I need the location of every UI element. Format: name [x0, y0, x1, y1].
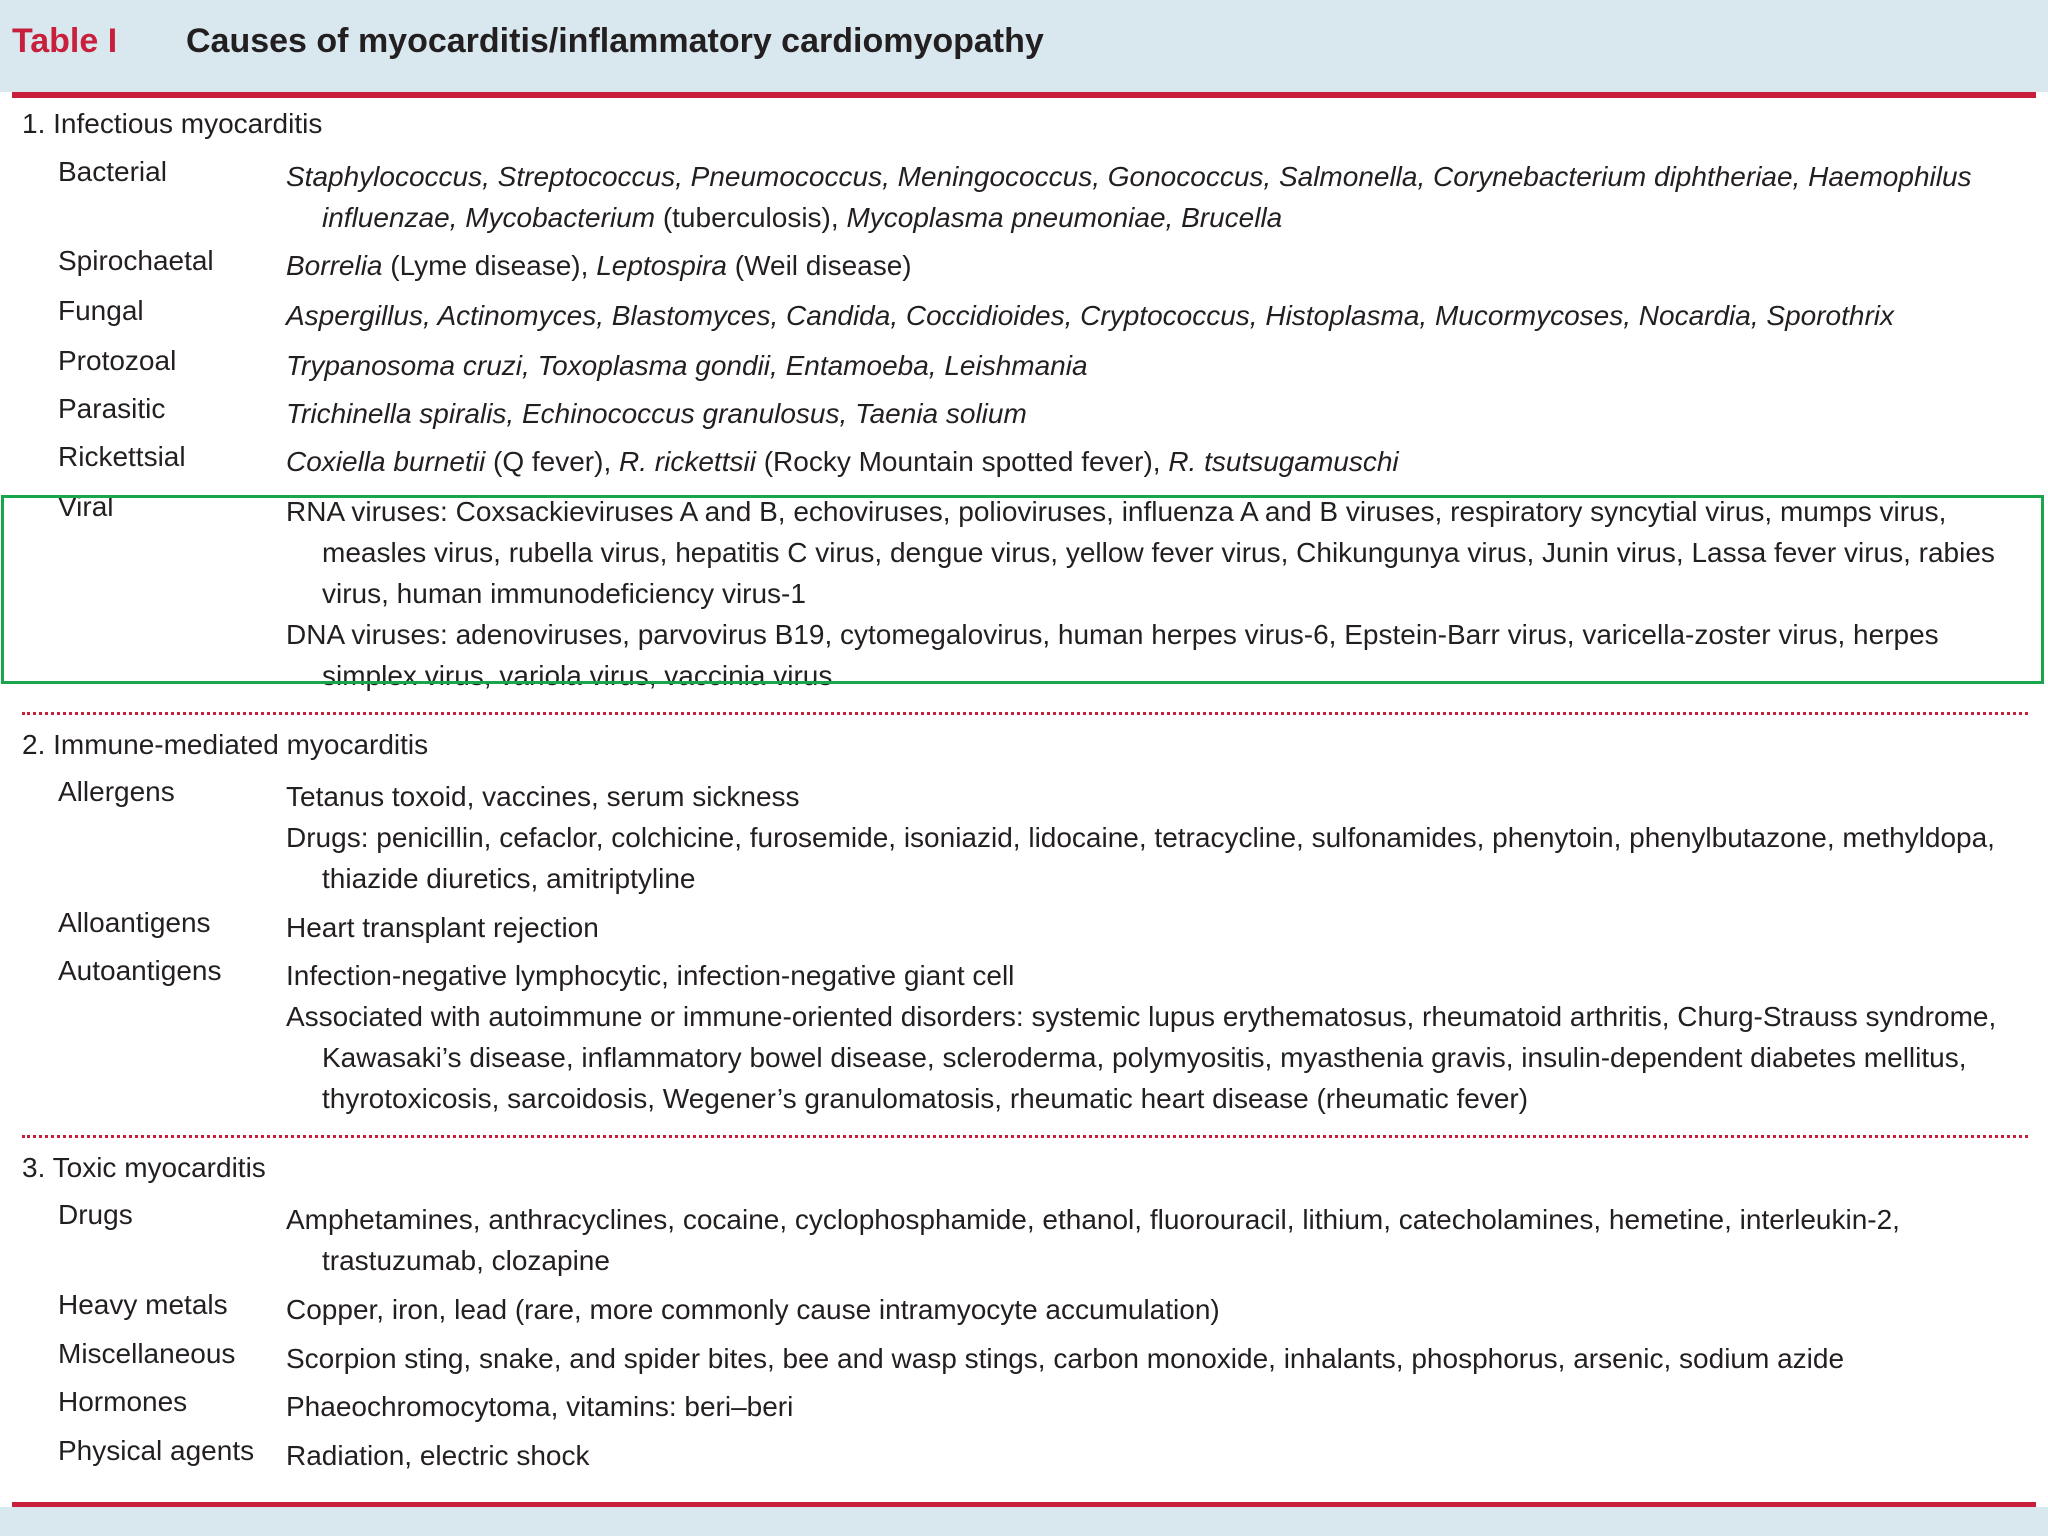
desc-segment: (Q fever),	[485, 446, 620, 477]
section-title-immune: 2. Immune-mediated myocarditis	[22, 729, 429, 760]
row-category: Spirochaetal	[58, 245, 214, 276]
desc-line: Infection-negative lymphocytic, infection-negative giant cell	[286, 960, 1015, 991]
desc-segment: (tuberculosis),	[655, 202, 847, 233]
desc-line: Amphetamines, anthracyclines, cocaine, cyclophosphamide, ethanol, fluorouracil, lithium, catecholamines, hemetine, interleukin-2, trastuzumab, clozapine	[286, 1204, 1900, 1276]
section-title-toxic: 3. Toxic myocarditis	[22, 1152, 266, 1183]
desc-segment: Trichinella spiralis, Echinococcus granulosus, Taenia solium	[286, 398, 1027, 429]
desc-line: Radiation, electric shock	[286, 1440, 590, 1471]
row-description	[286, 295, 2031, 336]
desc-segment: Coxiella burnetii	[286, 446, 486, 477]
section-title-infectious: 1. Infectious myocarditis	[22, 108, 323, 139]
desc-segment: Leptospira	[596, 250, 727, 281]
section-divider	[22, 712, 2028, 715]
footer-band	[0, 1507, 2048, 1536]
row-category: Drugs	[58, 1199, 133, 1230]
desc-segment: Staphylococcus, Streptococcus, Pneumococcus, Meningococcus, Gonococcus, Salmonella, Corynebacterium diphtheriae, Haemophilus influenzae, Mycobacterium	[286, 161, 1972, 233]
viral-highlight-box	[1, 495, 2044, 684]
row-category: Alloantigens	[58, 907, 211, 938]
row-category: Bacterial	[58, 156, 167, 187]
rna-viruses-line: RNA viruses: Coxsackieviruses A and B, echoviruses, polioviruses, influenza A and B viruses, respiratory syncytial virus, mumps virus, measles virus, rubella virus, hepatitis C virus, dengue virus, yellow fever virus, Chikungunya virus, Junin virus, Lassa fever virus, rabies virus, human immunodeficiency virus-1	[286, 496, 1995, 609]
row-category: Viral	[58, 491, 114, 522]
row-description	[286, 1199, 2031, 1281]
desc-line: Drugs: penicillin, cefaclor, colchicine, furosemide, isoniazid, lidocaine, tetracycline, sulfonamides, phenytoin, phenylbutazone, methyldopa, thiazide diuretics, amitriptyline	[286, 822, 1995, 894]
desc-segment: Mycoplasma pneumoniae, Brucella	[846, 202, 1283, 233]
table-caption: Causes of myocarditis/inflammatory cardiomyopathy	[186, 22, 1044, 60]
row-category: Allergens	[58, 776, 175, 807]
row-description	[286, 955, 2031, 1119]
desc-line: Phaeochromocytoma, vitamins: beri–beri	[286, 1391, 794, 1422]
desc-line: Copper, iron, lead (rare, more commonly cause intramyocyte accumulation)	[286, 1294, 1220, 1325]
row-description	[286, 1289, 2031, 1330]
desc-segment: R. rickettsii	[619, 446, 756, 477]
section-divider	[22, 1135, 2028, 1138]
desc-line: Tetanus toxoid, vaccines, serum sickness	[286, 781, 800, 812]
row-category: Physical agents	[58, 1435, 255, 1466]
row-category: Autoantigens	[58, 955, 222, 986]
row-category: Heavy metals	[58, 1289, 228, 1320]
row-category: Protozoal	[58, 345, 177, 376]
row-category: Miscellaneous	[58, 1338, 236, 1369]
desc-line: Associated with autoimmune or immune-oriented disorders: systemic lupus erythematosus, rheumatoid arthritis, Churg-Strauss syndrome, Kawasaki’s disease, inflammatory bowel disease, scleroderma, polymyositis, myasthenia gravis, insulin-dependent diabetes mellitus, thyrotoxicosis, sarcoidosis, Wegener’s granulomatosis, rheumatic heart disease (rheumatic fever)	[286, 1001, 1997, 1114]
row-description	[286, 245, 2031, 286]
row-category: Parasitic	[58, 393, 166, 424]
row-description	[286, 776, 2031, 899]
row-category: Hormones	[58, 1386, 188, 1417]
row-description	[286, 1386, 2031, 1427]
table-label: Table I	[12, 22, 118, 60]
row-category: Rickettsial	[58, 441, 186, 472]
desc-line: Heart transplant rejection	[286, 912, 599, 943]
desc-segment: R. tsutsugamuschi	[1168, 446, 1399, 477]
desc-line: Scorpion sting, snake, and spider bites, bee and wasp stings, carbon monoxide, inhalants, phosphorus, arsenic, sodium azide	[286, 1343, 1845, 1374]
desc-segment: Borrelia	[286, 250, 383, 281]
row-category: Fungal	[58, 295, 144, 326]
desc-segment: (Lyme disease),	[382, 250, 597, 281]
row-description	[286, 345, 2031, 386]
row-description	[286, 441, 2031, 482]
top-rule	[12, 92, 2036, 98]
row-description	[286, 393, 2031, 434]
row-description	[286, 1435, 2031, 1476]
row-description	[286, 1338, 2031, 1379]
desc-segment: Trypanosoma cruzi, Toxoplasma gondii, Entamoeba, Leishmania	[286, 350, 1088, 381]
desc-segment: (Rocky Mountain spotted fever),	[755, 446, 1169, 477]
dna-viruses-line: DNA viruses: adenoviruses, parvovirus B19, cytomegalovirus, human herpes virus-6, Epstein-Barr virus, varicella-zoster virus, herpes simplex virus, variola virus, vaccinia virus	[286, 619, 1939, 691]
row-description	[286, 156, 2031, 238]
desc-segment: (Weil disease)	[726, 250, 912, 281]
desc-segment: Aspergillus, Actinomyces, Blastomyces, Candida, Coccidioides, Cryptococcus, Histoplasma, Mucormycoses, Nocardia, Sporothrix	[286, 300, 1895, 331]
row-description	[286, 907, 2031, 948]
